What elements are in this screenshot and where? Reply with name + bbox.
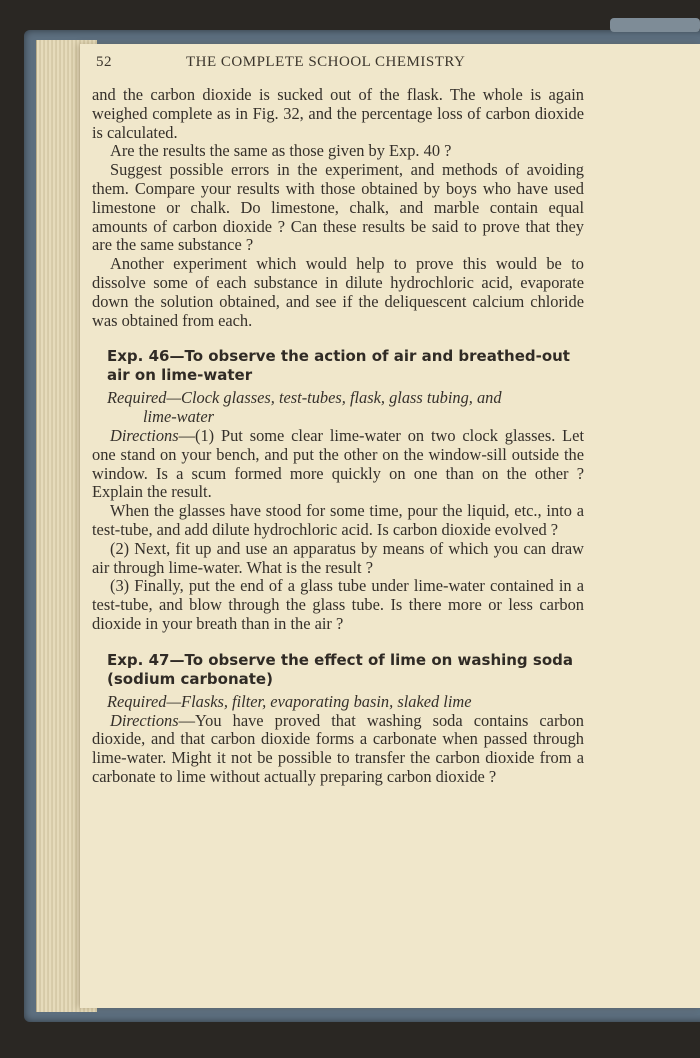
required-label: Required — [107, 691, 167, 711]
running-title: THE COMPLETE SCHOOL CHEMISTRY — [186, 54, 466, 70]
directions-label: Directions — [110, 710, 179, 730]
directions-label: Directions — [110, 425, 179, 445]
page-header — [96, 54, 592, 76]
exp47-directions — [92, 712, 584, 787]
paragraph: Suggest possible errors in the experiment, and methods of avoiding them. Compare your results with those obtained by boys who have used limestone or chalk. Do limestone, chalk, and marble contain equal amounts of carbon dioxide ? Can these results be said to prove that they are the same substance ? — [92, 160, 584, 255]
exp46-heading: Exp. 46—To observe the action of air and breathed-out air on lime-water — [107, 347, 570, 385]
directions-text: —(1) Put some clear lime-water on two clock glasses. Let one stand on your bench, and put the other on the window-sill outside the window. Is a scum formed more quickly on one than on the other ? Explain the result. — [92, 425, 584, 502]
exp46-required — [92, 389, 584, 427]
exp47-required — [92, 693, 584, 712]
exp47-heading: Exp. 47—To observe the effect of lime on washing soda (sodium carbonate) — [107, 650, 573, 688]
paragraph: Are the results the same as those given by Exp. 40 ? — [110, 141, 452, 161]
paragraph: (3) Finally, put the end of a glass tube under lime-water contained in a test-tube, and blow through the glass tube. Is there more or less carbon dioxide in your breath than in the air ? — [92, 576, 584, 633]
directions-text: —You have proved that washing soda contains carbon dioxide, and that carbon dioxide forms a carbonate when passed through lime-water. Might it not be possible to transfer the carbon dioxide from a carbonate to lime without actually preparing carbon dioxide ? — [92, 710, 584, 786]
page-number: 52 — [96, 54, 112, 70]
page-body — [92, 86, 584, 787]
required-items: —Clock glasses, test-tubes, flask, glass tubing, and — [166, 388, 502, 408]
cover-wear — [610, 18, 700, 32]
required-label: Required — [107, 388, 167, 408]
required-items: —Flasks, filter, evaporating basin, slaked lime — [166, 691, 472, 711]
paragraph: (2) Next, fit up and use an apparatus by means of which you can draw air through lime-water. What is the result ? — [92, 538, 584, 577]
paragraph: Another experiment which would help to prove this would be to dissolve some of each substance in dilute hydrochloric acid, evaporate down the solution obtained, and see if the deliquescent calcium chloride was obtained from each. — [92, 254, 584, 330]
paragraph: When the glasses have stood for some time, pour the liquid, etc., into a test-tube, and add dilute hydrochloric acid. Is carbon dioxide evolved ? — [92, 501, 584, 539]
required-items-continued: lime-water — [143, 407, 215, 427]
paragraph: and the carbon dioxide is sucked out of the flask. The whole is again weighed complete as in Fig. 32, and the percentage loss of carbon dioxide is calculated. — [92, 85, 584, 142]
exp46-directions — [92, 427, 584, 502]
